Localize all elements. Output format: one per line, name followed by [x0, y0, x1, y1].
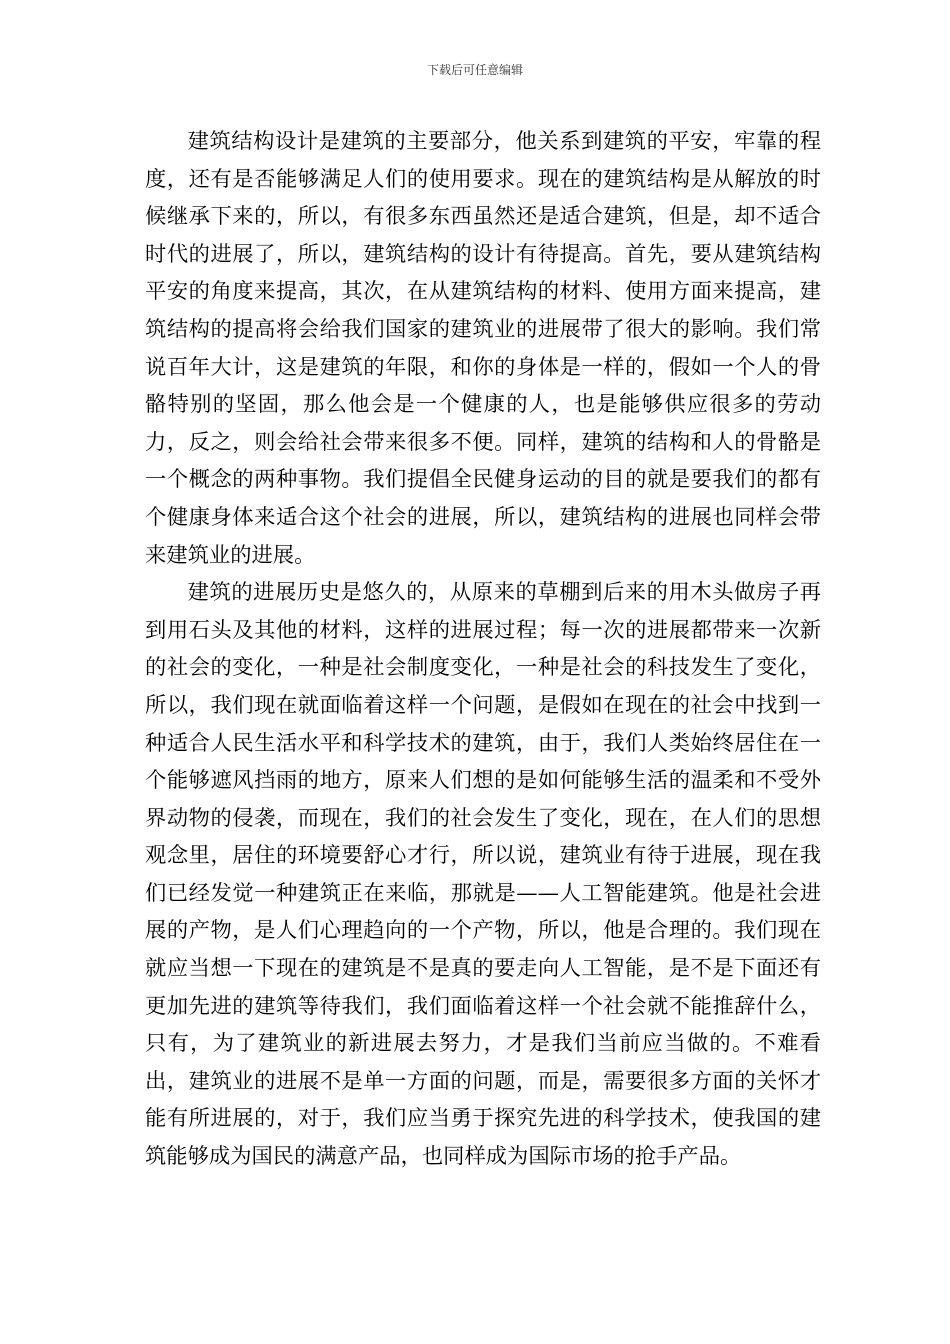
paragraph-structural-design: 建筑结构设计是建筑的主要部分，他关系到建筑的平安，牢靠的程度，还有是否能够满足人们的使用要求。现在的建筑结构是从解放的时候继承下来的，所以，有很多东西虽然还是适合建筑，但是，却不适合时代的进展了，所以，建筑结构的设计有待提高。首先，要从建筑结构平安的角度来提高，其次，在从建筑结构的材料、使用方面来提高，建筑结构的提高将会给我们国家的建筑业的进展带了很大的影响。我们常说百年大计，这是建筑的年限，和你的身体是一样的，假如一个人的骨骼特别的坚固，那么他会是一个健康的人，也是能够供应很多的劳动力，反之，则会给社会带来很多不便。同样，建筑的结构和人的骨骼是一个概念的两种事物。我们提倡全民健身运动的目的就是要我们的都有个健康身体来适合这个社会的进展，所以，建筑结构的进展也同样会带来建筑业的进展。 [145, 129, 821, 568]
document-body [145, 123, 821, 1176]
paragraph-architecture-history: 建筑的进展历史是悠久的，从原来的草棚到后来的用木头做房子再到用石头及其他的材料，这样的进展过程；每一次的进展都带来一次新的社会的变化，一种是社会制度变化，一种是社会的科技发生了变化，所以，我们现在就面临着这样一个问题，是假如在现在的社会中找到一种适合人民生活水平和科学技术的建筑，由于，我们人类始终居住在一个能够遮风挡雨的地方，原来人们想的是如何能够生活的温柔和不受外界动物的侵袭，而现在，我们的社会发生了变化，现在，在人们的思想观念里，居住的环境要舒心才行，所以说，建筑业有待于进展，现在我们已经发觉一种建筑正在来临，那就是——人工智能建筑。他是社会进展的产物，是人们心理趋向的一个产物，所以，他是合理的。我们现在就应当想一下现在的建筑是不是真的要走向人工智能，是不是下面还有更加先进的建筑等待我们，我们面临着这样一个社会就不能推辞什么，只有，为了建筑业的新进展去努力，才是我们当前应当做的。不难看出，建筑业的进展不是单一方面的问题，而是，需要很多方面的关怀才能有所进展的，对于，我们应当勇于探究先进的科学技术，使我国的建筑能够成为国民的满意产品，也同样成为国际市场的抢手产品。 [145, 580, 821, 1170]
page-header: 下载后可任意编辑 [426, 63, 523, 77]
